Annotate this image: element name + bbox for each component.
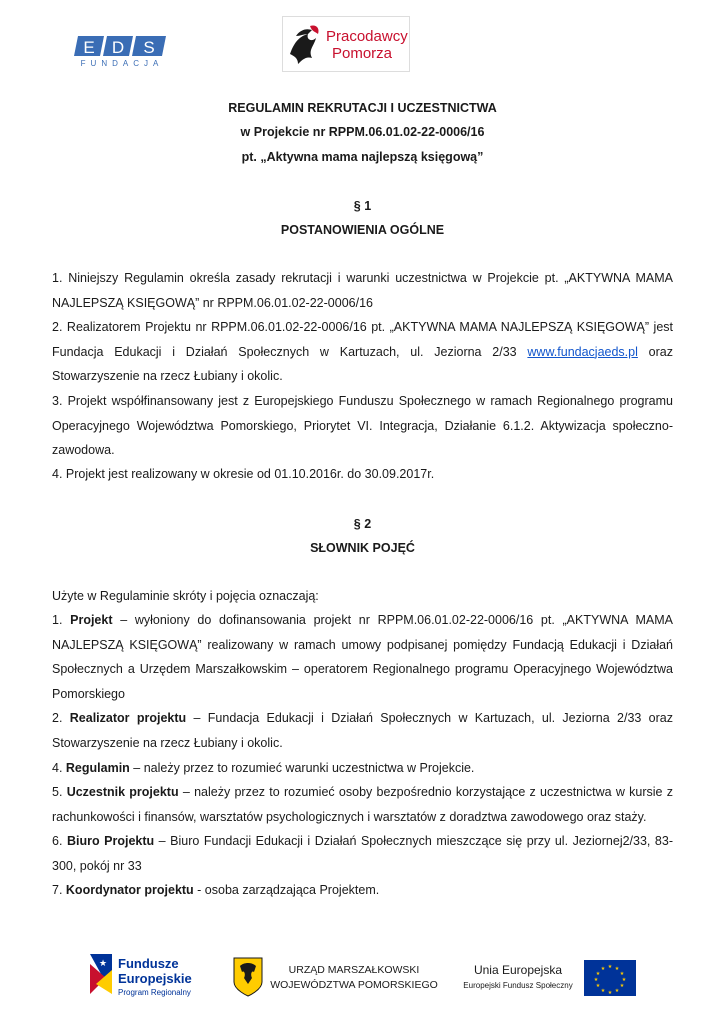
- section1-p2-text: 2. Realizatorem Projektu nr RPPM.06.01.02-22-0006/16 pt. „AKTYWNA MAMA NAJLEPSZĄ KSIĘGOWĄ” jest Fundacja Edukacji i Działań Społecznych w Kartuzach, ul. Jeziorna 2/33: [52, 320, 673, 359]
- section1-paragraph-1: 1. Niniejszy Regulamin określa zasady rekrutacji i warunki uczestnictwa w Projekcie pt. „AKTYWNA MAMA NAJLEPSZĄ KSIĘGOWĄ” nr RPPM.06.01.02-22-0006/16: [52, 271, 673, 310]
- pp-line1: Pracodawcy: [326, 28, 408, 45]
- svg-text:★: ★: [621, 977, 627, 983]
- section1-paragraph-2: [52, 315, 673, 389]
- header-line2: w Projekcie nr RPPM.06.01.02-22-0006/16: [240, 125, 485, 139]
- section2-number: § 2: [353, 517, 372, 531]
- definition-term: Uczestnik projektu: [66, 785, 179, 799]
- definition-number: 2.: [52, 711, 70, 725]
- definition-item: [52, 706, 673, 755]
- definition-text: – wyłoniony do dofinansowania projekt nr RPPM.06.01.02-22-0006/16 pt. „AKTYWNA MAMA NAJLEPSZĄ KSIĘGOWĄ” realizowany w ramach umowy podpisanej pomiędzy Fundacją Edukacji i Działań Społecznych a Urzędem Marszałkowskim – operatorem Regionalnego programu Operacyjnego Województwa Pomorskiego: [52, 613, 673, 701]
- definition-number: 7.: [52, 883, 66, 897]
- fundusze-europejskie-logo: [86, 950, 216, 1005]
- fe-line3: Program Regionalny: [118, 988, 191, 997]
- definition-text: – należy przez to rozumieć osoby bezpośrednio korzystające z uczestnictwa w kursie z rachunkowości i finansów, warsztatów psychologicznych i warsztatów z doradztwa zawodowego oraz staży.: [52, 785, 673, 824]
- definition-term: Biuro Projektu: [66, 834, 155, 848]
- eds-letter-s: S: [143, 38, 155, 57]
- definition-item: [52, 829, 673, 878]
- eds-letter-d: D: [111, 38, 125, 57]
- svg-text:★: ★: [595, 971, 601, 977]
- definition-text: – Biuro Fundacji Edukacji i Działań Społecznych mieszczące się przy ul. Jeziornej2/33, 83-300, pokój nr 33: [52, 834, 673, 873]
- eu-flag-icon: [460, 956, 640, 1000]
- definition-text: - osoba zarządzająca Projektem.: [193, 883, 380, 897]
- urzad-line1: URZĄD MARSZAŁKOWSKI: [288, 964, 420, 976]
- header-line3: pt. „Aktywna mama najlepszą księgową”: [241, 150, 484, 164]
- definition-item: [52, 780, 673, 829]
- griffin-icon: [282, 16, 410, 72]
- svg-text:★: ★: [614, 966, 620, 972]
- fundusze-europejskie-icon: [86, 950, 216, 1000]
- section1-number: § 1: [353, 199, 372, 213]
- definition-term: Koordynator projektu: [65, 883, 194, 897]
- fe-line2: Europejskie: [118, 971, 192, 986]
- definition-term: Projekt: [70, 613, 113, 627]
- svg-text:★: ★: [619, 971, 625, 977]
- section2-title: SŁOWNIK POJĘĆ: [310, 541, 415, 555]
- svg-text:★: ★: [607, 990, 613, 996]
- svg-text:★: ★: [619, 983, 625, 989]
- eds-logo: [70, 32, 170, 68]
- section2-intro: Użyte w Regulaminie skróty i pojęcia oznaczają:: [52, 589, 319, 603]
- ue-line2: Europejski Fundusz Społeczny: [463, 981, 573, 990]
- eds-letter-e: E: [83, 38, 95, 57]
- pp-line2: Pomorza: [332, 45, 393, 62]
- definition-term: Regulamin: [65, 761, 130, 775]
- fundacjaeds-link[interactable]: www.fundacjaeds.pl: [527, 344, 638, 359]
- definition-term: Realizator projektu: [69, 711, 187, 725]
- svg-text:★: ★: [99, 959, 108, 969]
- ue-line1: Unia Europejska: [473, 963, 563, 977]
- definition-number: 6.: [52, 834, 67, 848]
- section1-paragraph-4: 4. Projekt jest realizowany w okresie od 01.10.2016r. do 30.09.2017r.: [52, 467, 435, 481]
- svg-text:★: ★: [607, 964, 613, 970]
- definition-text: – Fundacja Edukacji i Działań Społecznych w Kartuzach, ul. Jeziorna 2/33 oraz Stowarzyszenie na rzecz Łubiany i okolic.: [52, 711, 673, 750]
- definition-text: – należy przez to rozumieć warunki uczestnictwa w Projekcie.: [129, 761, 475, 775]
- eds-subtitle: FUNDACJA: [80, 59, 164, 68]
- pracodawcy-pomorza-logo: [282, 16, 410, 72]
- urzad-line2: WOJEWÓDZTWA POMORSKIEGO: [270, 979, 438, 991]
- urzad-crest-icon: [230, 954, 440, 1000]
- svg-text:★: ★: [600, 966, 606, 972]
- section1-title: POSTANOWIENIA OGÓLNE: [280, 223, 445, 237]
- section1-paragraph-3: 3. Projekt współfinansowany jest z Europejskiego Funduszu Społecznego w ramach Regionalnego programu Operacyjnego Województwa Pomorskiego, Priorytet VI. Integracja, Działanie 6.1.2. Aktywizacja społeczno-zawodowa.: [52, 394, 673, 457]
- svg-text:★: ★: [593, 977, 599, 983]
- svg-text:★: ★: [595, 983, 601, 989]
- definition-number: 1.: [52, 613, 71, 627]
- svg-text:★: ★: [600, 988, 606, 994]
- definition-item: [52, 878, 673, 903]
- urzad-marszalkowski-logo: [230, 954, 440, 1005]
- header-line1: REGULAMIN REKRUTACJI I UCZESTNICTWA: [228, 101, 497, 115]
- eds-logo-graphic: [70, 32, 170, 68]
- definition-item: [52, 608, 673, 706]
- fe-line1: Fundusze: [118, 956, 179, 971]
- svg-text:★: ★: [614, 988, 620, 994]
- definition-item: [52, 756, 673, 781]
- section1-p2-text-end: oraz Stowarzyszenie na rzecz Łubiany i okolic.: [52, 344, 673, 383]
- definition-number: 5.: [52, 785, 67, 799]
- unia-europejska-logo: [460, 956, 640, 1005]
- definition-number: 4.: [52, 761, 66, 775]
